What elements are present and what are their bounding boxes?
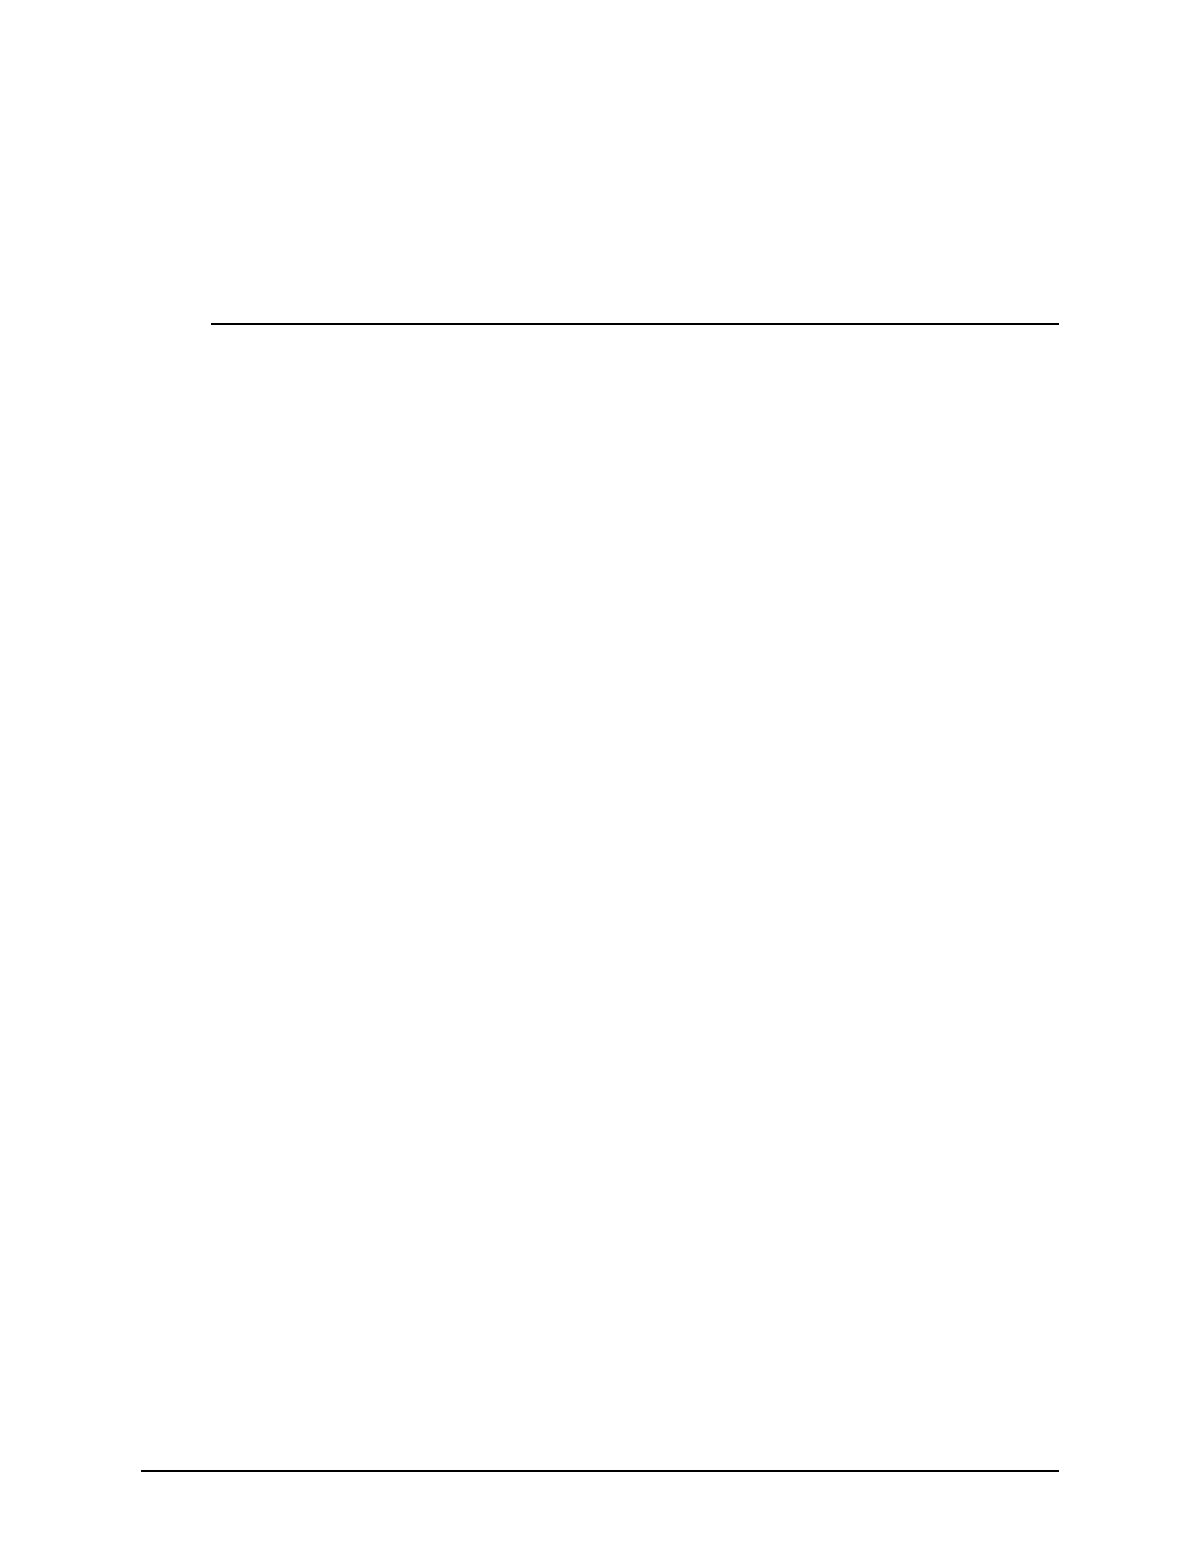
footer-rule [141,1470,1059,1472]
